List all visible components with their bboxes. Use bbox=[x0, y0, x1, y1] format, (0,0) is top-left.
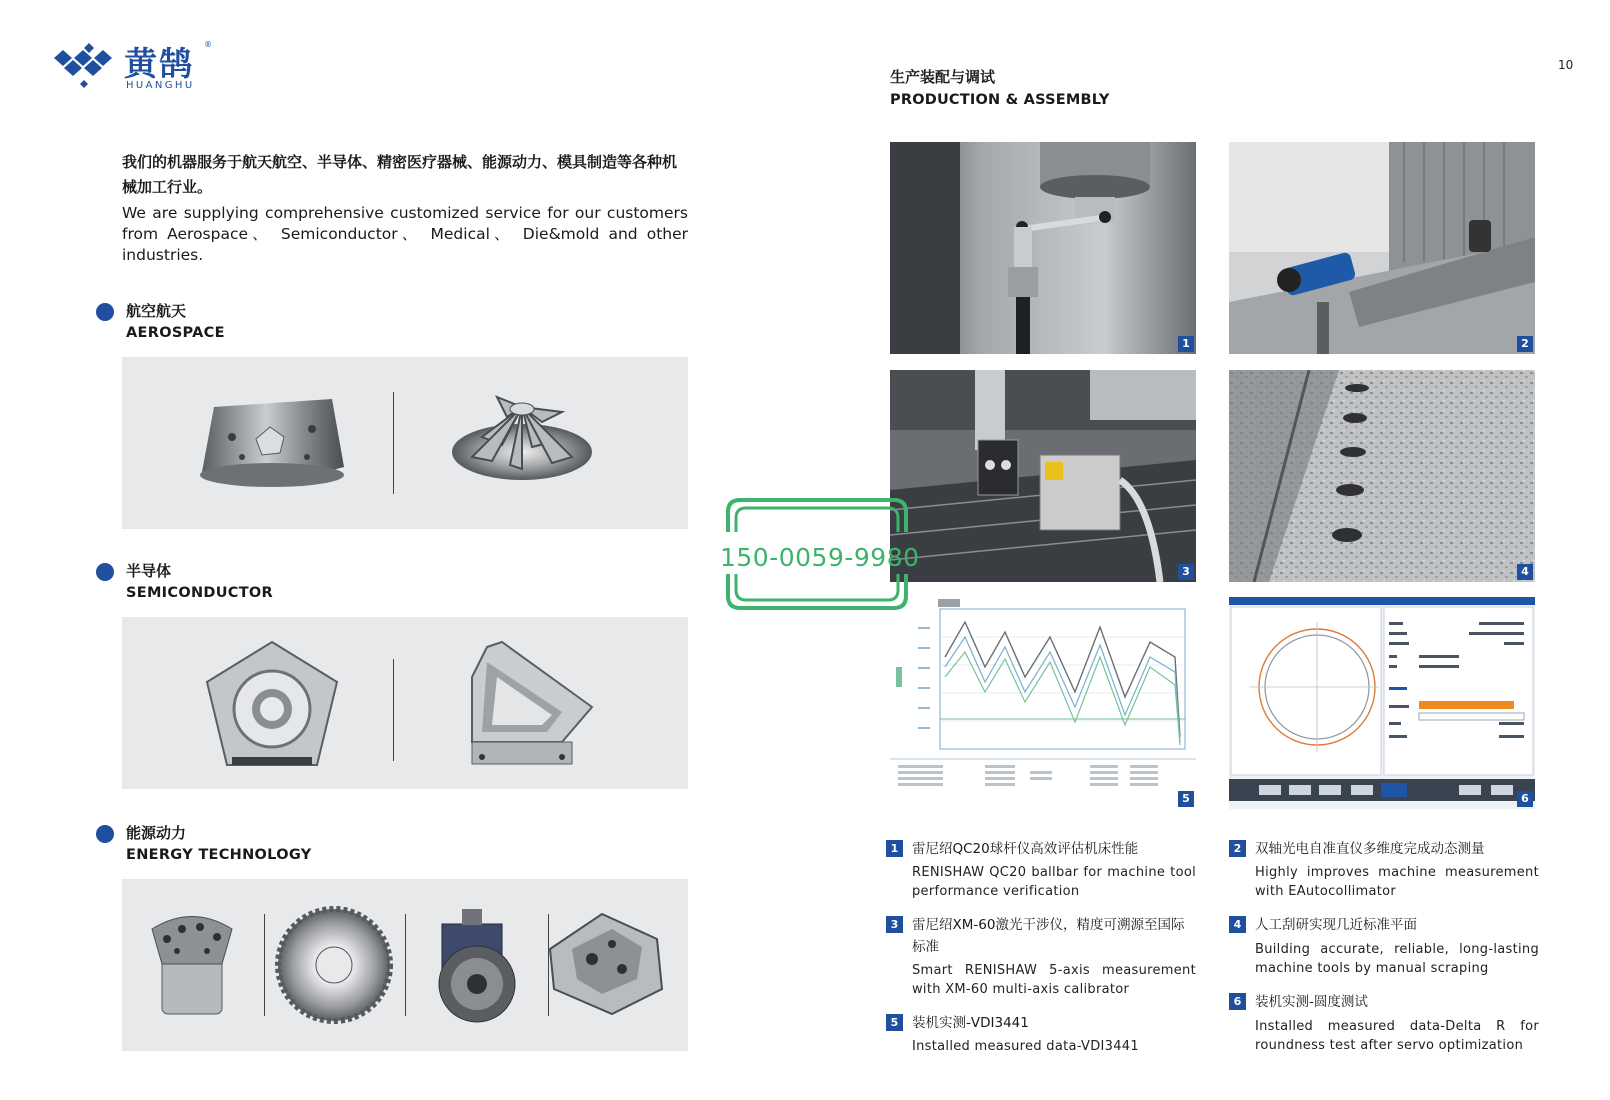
photo-number-badge: 2 bbox=[1517, 336, 1533, 352]
photo-autocollimator bbox=[1229, 142, 1535, 354]
caption-text-en: Highly improves machine measurement with EAutocollimator bbox=[1255, 865, 1539, 899]
semiconductor-parts-image bbox=[122, 617, 688, 789]
caption-number-badge: 2 bbox=[1229, 840, 1246, 857]
section-title-en: ENERGY TECHNOLOGY bbox=[126, 847, 312, 863]
photo-vdi3441-measurement bbox=[890, 597, 1196, 809]
caption-text-en: Smart RENISHAW 5-axis measurement with XM-60 multi-axis calibrator bbox=[912, 963, 1196, 997]
photo-scraped-surface bbox=[1229, 370, 1535, 582]
photo-number-badge: 5 bbox=[1178, 791, 1194, 807]
aerospace-product-panel bbox=[122, 357, 688, 529]
caption-text-cn: 双轴光电自准直仪多维度完成动态测量 bbox=[1255, 841, 1485, 857]
photo-number-badge: 6 bbox=[1517, 791, 1533, 807]
photo-ballbar bbox=[890, 142, 1196, 354]
bullet-dot-icon bbox=[96, 563, 114, 581]
photo-number-badge: 3 bbox=[1178, 564, 1194, 580]
caption-number-badge: 3 bbox=[886, 916, 903, 933]
page-number: 10 bbox=[1558, 58, 1574, 72]
brand-logo bbox=[54, 40, 224, 92]
caption-number-badge: 1 bbox=[886, 840, 903, 857]
section-title-cn: 半导体 bbox=[126, 562, 172, 580]
caption-text-cn: 雷尼绍QC20球杆仪高效评估机床性能 bbox=[912, 841, 1139, 857]
caption-text-en: Installed measured data-Delta R for roundness test after servo optimization bbox=[1255, 1019, 1539, 1053]
photo-laser-interferometer bbox=[890, 370, 1196, 582]
section-title-cn: 能源动力 bbox=[126, 824, 187, 842]
logo-name-cn: 黄鹄 bbox=[124, 44, 194, 83]
photo-number-badge: 4 bbox=[1517, 564, 1533, 580]
production-title-cn: 生产装配与调试 bbox=[890, 68, 996, 86]
aerospace-parts-image bbox=[122, 357, 688, 529]
logo-mark-icon bbox=[54, 40, 116, 90]
energy-parts-image bbox=[122, 879, 688, 1051]
caption-number-badge: 4 bbox=[1229, 916, 1246, 933]
intro-text-cn: 我们的机器服务于航天航空、半导体、精密医疗器械、能源动力、模具制造等各种机械加工行业。 bbox=[122, 153, 678, 196]
logo-name-en: HUANGHU bbox=[126, 80, 195, 91]
caption-text-cn: 装机实测-圆度测试 bbox=[1255, 994, 1368, 1010]
energy-product-panel bbox=[122, 879, 688, 1051]
semiconductor-product-panel bbox=[122, 617, 688, 789]
intro-text-en: We are supplying comprehensive customized service for our customers from Aerospace、 Semiconductor、 Medical、 Die&mold and other industries. bbox=[122, 204, 688, 264]
bullet-dot-icon bbox=[96, 825, 114, 843]
bullet-dot-icon bbox=[96, 303, 114, 321]
photo-number-badge: 1 bbox=[1178, 336, 1194, 352]
photo-roundness-test bbox=[1229, 597, 1535, 809]
caption-text-cn: 装机实测-VDI3441 bbox=[912, 1015, 1029, 1031]
caption-number-badge: 5 bbox=[886, 1014, 903, 1031]
phone-stamp-number: 150-0059-9980 bbox=[720, 543, 920, 572]
caption-number-badge: 6 bbox=[1229, 993, 1246, 1010]
caption-text-en: Installed measured data-VDI3441 bbox=[912, 1039, 1139, 1054]
production-title-en: PRODUCTION & ASSEMBLY bbox=[890, 92, 1110, 108]
caption-text-en: RENISHAW QC20 ballbar for machine tool performance verification bbox=[912, 865, 1196, 899]
section-title-cn: 航空航天 bbox=[126, 302, 187, 320]
caption-text-cn: 人工刮研实现几近标准平面 bbox=[1255, 917, 1417, 933]
logo-registered-mark: ® bbox=[204, 40, 212, 49]
section-title-en: AEROSPACE bbox=[126, 325, 225, 341]
caption-text-cn: 雷尼绍XM-60激光干涉仪，精度可溯源至国际标准 bbox=[912, 917, 1185, 955]
section-title-en: SEMICONDUCTOR bbox=[126, 585, 274, 601]
caption-text-en: Building accurate, reliable, long-lasting machine tools by manual scraping bbox=[1255, 942, 1539, 976]
